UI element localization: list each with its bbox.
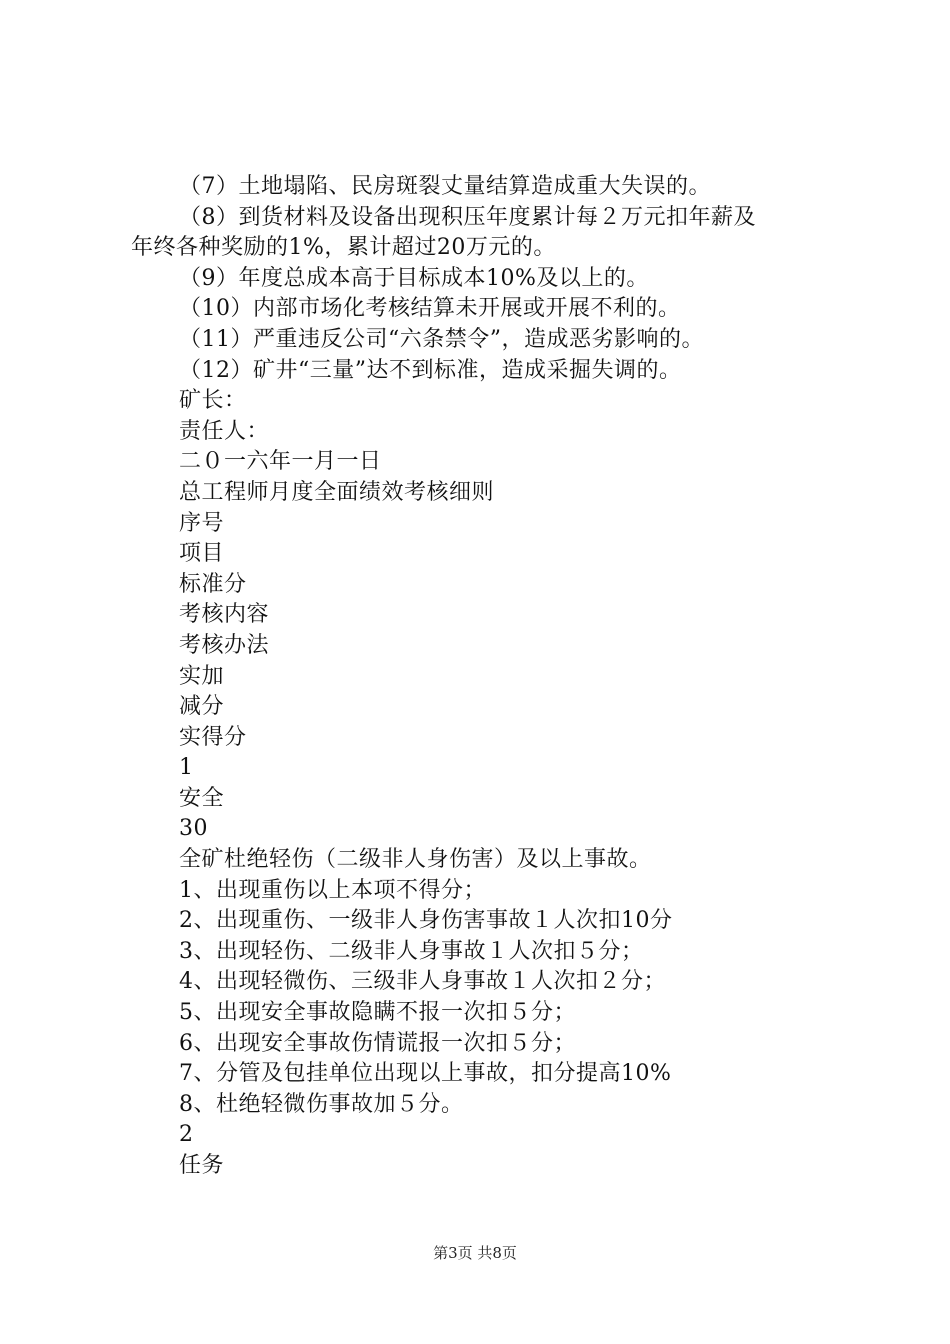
text-line: 安全 xyxy=(179,785,225,811)
text-line: （10）内部市场化考核结算未开展或开展不利的。 xyxy=(179,296,681,322)
text-line: 2 xyxy=(179,1122,194,1148)
text-line: 序号 xyxy=(179,510,225,536)
text-line: 年终各种奖励的1%，累计超过20万元的。 xyxy=(131,235,556,261)
text-line: 实得分 xyxy=(179,724,247,750)
document-body xyxy=(131,172,831,1182)
text-line: （7）土地塌陷、民房斑裂丈量结算造成重大失误的。 xyxy=(179,174,711,199)
text-line: 全矿杜绝轻伤（二级非人身伤害）及以上事故。 xyxy=(179,847,652,873)
text-line: 考核办法 xyxy=(179,632,270,658)
text-line: 减分 xyxy=(179,694,225,720)
text-line: 任务 xyxy=(179,1153,225,1178)
text-line: 8、杜绝轻微伤事故加５分。 xyxy=(179,1091,464,1117)
text-line: （9）年度总成本高于目标成本10%及以上的。 xyxy=(179,265,649,291)
text-line: 30 xyxy=(179,816,208,842)
text-line: 5、出现安全事故隐瞒不报一次扣５分； xyxy=(179,1000,576,1026)
text-line: 矿长： xyxy=(179,388,247,414)
text-line: 责任人： xyxy=(179,418,270,444)
text-line: 7、分管及包挂单位出现以上事故，扣分提高10% xyxy=(179,1061,672,1087)
text-line: 项目 xyxy=(179,541,225,567)
text-line: 2、出现重伤、一级非人身伤害事故１人次扣10分 xyxy=(179,908,673,934)
text-line: 标准分 xyxy=(179,571,247,597)
text-line: （11）严重违反公司“六条禁令”，造成恶劣影响的。 xyxy=(179,326,704,352)
text-line: 6、出现安全事故伤情谎报一次扣５分； xyxy=(179,1030,576,1056)
text-line: （8）到货材料及设备出现积压年度累计每２万元扣年薪及 xyxy=(179,204,756,230)
text-line: 3、出现轻伤、二级非人身事故１人次扣５分； xyxy=(179,938,644,964)
text-line: 4、出现轻微伤、三级非人身事故１人次扣２分； xyxy=(179,969,666,995)
text-line: 总工程师月度全面绩效考核细则 xyxy=(179,479,495,505)
text-line: 二０一六年一月一日 xyxy=(179,449,382,475)
text-line: 考核内容 xyxy=(179,602,270,628)
text-line: 1 xyxy=(179,755,194,781)
text-line: （12）矿井“三量”达不到标准，造成采掘失调的。 xyxy=(179,357,682,383)
page-footer: 第3页 共8页 xyxy=(433,1244,517,1262)
text-line: 1、出现重伤以上本项不得分； xyxy=(179,877,486,903)
text-line: 实加 xyxy=(179,663,225,689)
